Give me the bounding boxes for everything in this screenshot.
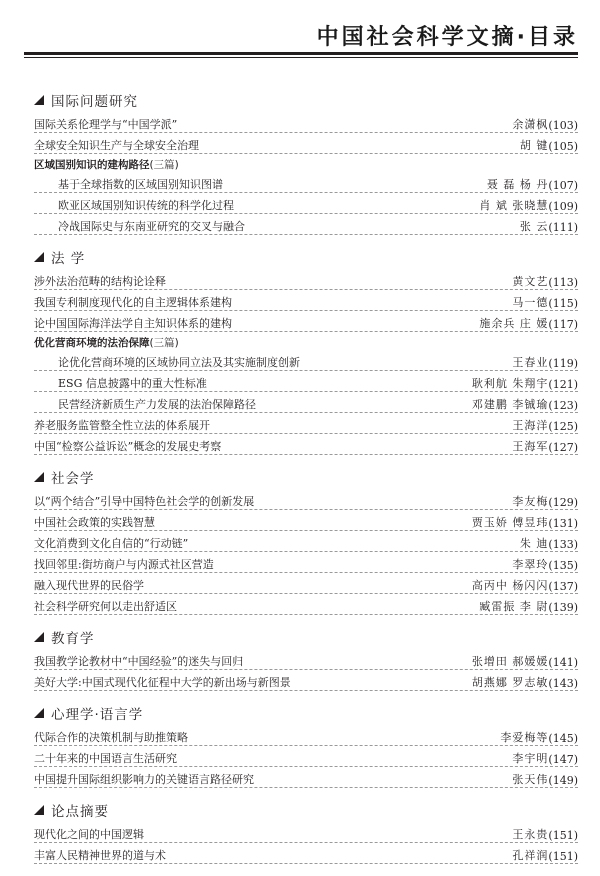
toc-entry[interactable]	[34, 531, 578, 552]
section-title: 社会学	[51, 471, 95, 487]
entry-page-number: (127)	[548, 441, 578, 454]
group-count: (三篇)	[149, 337, 179, 349]
entry-author: 李翠玲	[512, 558, 549, 571]
toc-section	[34, 247, 578, 455]
entry-title: 二十年来的中国语言生活研究	[34, 752, 177, 765]
entry-title: 融入现代世界的民俗学	[34, 579, 144, 592]
toc-section	[34, 800, 578, 864]
entry-title: 以“两个结合”引导中国特色社会学的创新发展	[34, 495, 255, 508]
entry-title: 代际合作的决策机制与助推策略	[34, 731, 188, 744]
entry-page-number: (151)	[548, 850, 578, 863]
triangle-marker-icon	[34, 252, 44, 262]
entry-page-number: (117)	[548, 318, 578, 331]
entry-title: 社会科学研究何以走出舒适区	[34, 600, 177, 613]
section-heading	[34, 90, 578, 110]
entry-title: 民营经济新质生产力发展的法治保障路径	[58, 398, 256, 411]
entry-author: 邓建鹏 李铖瑜	[471, 398, 549, 411]
entry-title: 全球安全知识生产与全球安全治理	[34, 139, 199, 152]
toc-content	[34, 90, 578, 876]
triangle-marker-icon	[34, 708, 44, 718]
entry-title: 冷战国际史与东南亚研究的交叉与融合	[58, 220, 245, 233]
entry-page-number: (137)	[548, 580, 578, 593]
entry-author: 臧雷振 李 尉	[479, 600, 549, 613]
toc-entry[interactable]	[34, 822, 578, 843]
group-title: 优化营商环境的法治保障	[34, 337, 150, 349]
toc-entry[interactable]	[34, 552, 578, 573]
entry-page-number: (141)	[548, 656, 578, 669]
toc-entry[interactable]	[34, 843, 578, 864]
toc-entry[interactable]	[34, 767, 578, 788]
entry-title: 我国教学论教材中“中国经验”的迷失与回归	[34, 655, 244, 668]
entry-page-number: (129)	[548, 496, 578, 509]
section-title: 教育学	[51, 631, 95, 647]
header-rule-thin	[24, 57, 578, 58]
section-heading	[34, 627, 578, 647]
header-rule	[24, 52, 578, 55]
entry-author: 高丙中 杨闪闪	[471, 579, 549, 592]
entry-page-number: (135)	[548, 559, 578, 572]
entry-author: 李爱梅等	[500, 731, 549, 744]
triangle-marker-icon	[34, 95, 44, 105]
toc-entry[interactable]	[34, 290, 578, 311]
toc-section	[34, 703, 578, 788]
group-title: 区域国别知识的建构路径	[34, 159, 150, 171]
entry-page-number: (121)	[548, 378, 578, 391]
entry-title: 中国“检察公益诉讼”概念的发展史考察	[34, 440, 222, 453]
entry-title: 文化消费到文化自信的“行动链”	[34, 537, 189, 550]
toc-section	[34, 467, 578, 615]
toc-entry[interactable]	[34, 746, 578, 767]
entry-author: 王永贵	[512, 828, 549, 841]
entry-title: 丰富人民精神世界的道与术	[34, 849, 166, 862]
entry-author: 李友梅	[512, 495, 549, 508]
toc-entry[interactable]	[34, 725, 578, 746]
entry-author: 黄文艺	[512, 275, 549, 288]
entry-author: 胡燕娜 罗志敏	[471, 676, 549, 689]
toc-section	[34, 90, 578, 235]
entry-title: ESG 信息披露中的重大性标准	[58, 377, 207, 390]
entry-page-number: (113)	[548, 276, 578, 289]
entry-title: 论优化营商环境的区域协同立法及其实施制度创新	[58, 356, 300, 369]
toc-entry[interactable]	[34, 311, 578, 332]
entry-author: 耿利航 朱翔宇	[471, 377, 549, 390]
entry-page-number: (145)	[548, 732, 578, 745]
entry-author: 王春业	[512, 356, 549, 369]
entry-author: 朱 迪	[519, 537, 549, 550]
entry-page-number: (109)	[548, 200, 578, 213]
entry-title: 美好大学:中国式现代化征程中大学的新出场与新图景	[34, 676, 291, 689]
group-heading	[34, 154, 578, 172]
section-title: 心理学·语言学	[51, 707, 144, 723]
entry-page-number: (123)	[548, 399, 578, 412]
toc-entry[interactable]	[34, 214, 578, 235]
toc-entry[interactable]	[34, 670, 578, 691]
group-count: (三篇)	[149, 159, 179, 171]
entry-author: 胡 键	[519, 139, 549, 152]
entry-author: 贾玉娇 傅昱玮	[471, 516, 549, 529]
entry-page-number: (105)	[548, 140, 578, 153]
entry-page-number: (111)	[548, 221, 578, 234]
entry-title: 养老服务监管整全性立法的体系展开	[34, 419, 210, 432]
toc-entry[interactable]	[34, 133, 578, 154]
entry-author: 聂 磊 杨 丹	[486, 178, 549, 191]
entry-author: 王海洋	[512, 419, 549, 432]
toc-entry[interactable]	[34, 573, 578, 594]
entry-page-number: (131)	[548, 517, 578, 530]
entry-author: 马一德	[512, 296, 549, 309]
entry-author: 张增田 郝媛媛	[471, 655, 549, 668]
header-title: 中国社会科学文摘·目录	[316, 25, 578, 50]
triangle-marker-icon	[34, 805, 44, 815]
section-heading	[34, 800, 578, 820]
entry-page-number: (107)	[548, 179, 578, 192]
toc-entry[interactable]	[34, 371, 578, 392]
entry-page-number: (139)	[548, 601, 578, 614]
entry-title: 国际关系伦理学与“中国学派”	[34, 118, 178, 131]
toc-entry[interactable]	[34, 649, 578, 670]
toc-entry[interactable]	[34, 350, 578, 371]
group-heading	[34, 332, 578, 350]
entry-page-number: (133)	[548, 538, 578, 551]
entry-author: 余潇枫	[512, 118, 549, 131]
entry-title: 中国社会政策的实践智慧	[34, 516, 155, 529]
entry-author: 张 云	[519, 220, 549, 233]
toc-entry[interactable]	[34, 510, 578, 531]
toc-entry[interactable]	[34, 172, 578, 193]
section-title: 国际问题研究	[51, 94, 138, 110]
entry-title: 中国提升国际组织影响力的关键语言路径研究	[34, 773, 254, 786]
entry-page-number: (125)	[548, 420, 578, 433]
toc-entry[interactable]	[34, 112, 578, 133]
entry-author: 王海军	[512, 440, 549, 453]
section-heading	[34, 247, 578, 267]
entry-author: 肖 斌 张晓慧	[479, 199, 549, 212]
triangle-marker-icon	[34, 632, 44, 642]
entry-author: 李宇明	[512, 752, 549, 765]
entry-title: 论中国国际海洋法学自主知识体系的建构	[34, 317, 232, 330]
toc-entry[interactable]	[34, 413, 578, 434]
entry-page-number: (143)	[548, 677, 578, 690]
entry-title: 找回邻里:街坊商户与内源式社区营造	[34, 558, 214, 571]
entry-page-number: (103)	[548, 119, 578, 132]
section-heading	[34, 467, 578, 487]
section-title: 法 学	[51, 251, 86, 267]
section-heading	[34, 703, 578, 723]
entry-title: 欧亚区域国别知识传统的科学化过程	[58, 199, 234, 212]
entry-page-number: (115)	[548, 297, 578, 310]
entry-title: 涉外法治范畴的结构论诠释	[34, 275, 166, 288]
triangle-marker-icon	[34, 472, 44, 482]
toc-entry[interactable]	[34, 392, 578, 413]
entry-title: 基于全球指数的区域国别知识图谱	[58, 178, 223, 191]
toc-entry[interactable]	[34, 594, 578, 615]
section-title: 论点摘要	[51, 804, 109, 820]
entry-page-number: (147)	[548, 753, 578, 766]
entry-page-number: (151)	[548, 829, 578, 842]
toc-section	[34, 627, 578, 691]
toc-entry[interactable]	[34, 269, 578, 290]
entry-page-number: (149)	[548, 774, 578, 787]
entry-title: 我国专利制度现代化的自主逻辑体系建构	[34, 296, 232, 309]
entry-author: 孔祥润	[512, 849, 549, 862]
toc-entry[interactable]	[34, 193, 578, 214]
entry-title: 现代化之间的中国逻辑	[34, 828, 144, 841]
entry-author: 张天伟	[512, 773, 549, 786]
toc-entry[interactable]	[34, 489, 578, 510]
entry-page-number: (119)	[548, 357, 578, 370]
toc-entry[interactable]	[34, 434, 578, 455]
entry-author: 施余兵 庄 媛	[479, 317, 549, 330]
